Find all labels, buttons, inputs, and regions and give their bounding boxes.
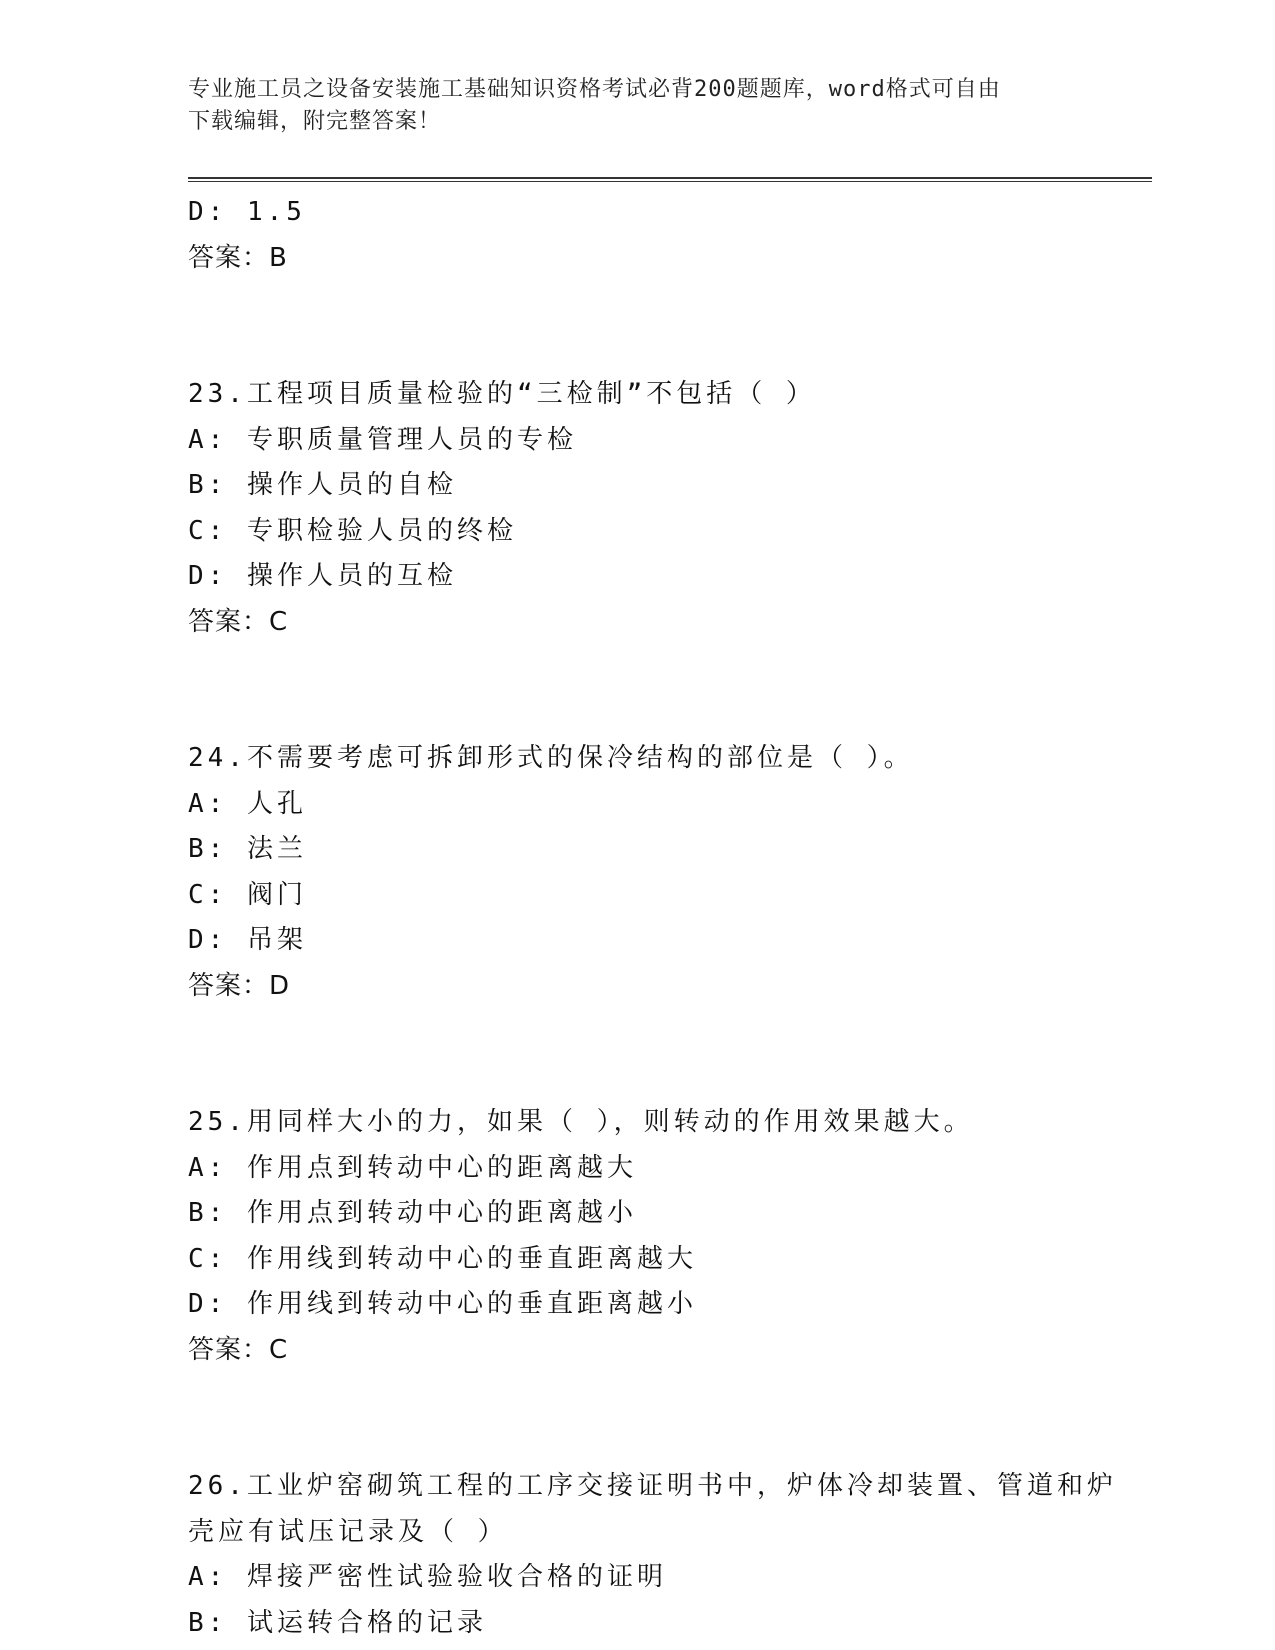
spacer <box>188 1009 1152 1100</box>
option-b: B: 试运转合格的记录 <box>188 1607 487 1638</box>
option-d: D: 吊架 <box>188 925 307 955</box>
spacer <box>188 1373 1152 1464</box>
option-d: D: 作用线到转动中心的垂直距离越小 <box>188 1289 697 1319</box>
option-d: D: 操作人员的互检 <box>188 561 457 591</box>
option-c: C: 阀门 <box>188 879 307 910</box>
option-a: A: 焊接严密性试验验收合格的证明 <box>188 1562 667 1592</box>
answer: 答案：C <box>188 606 289 637</box>
previous-question-tail <box>188 190 1152 281</box>
option-b: B: 作用点到转动中心的距离越小 <box>188 1198 637 1228</box>
spacer <box>188 645 1152 736</box>
option-b: B: 操作人员的自检 <box>188 470 457 500</box>
option-a: A: 专职质量管理人员的专检 <box>188 424 577 455</box>
question-23 <box>188 372 1152 645</box>
option-d: D: 1.5 <box>188 197 306 227</box>
question-stem-line-2: 壳应有试压记录及（ ） <box>188 1516 508 1547</box>
question-list <box>188 190 1152 1646</box>
document-header <box>188 74 1088 138</box>
answer: 答案：C <box>188 1334 289 1365</box>
question-stem: 23.工程项目质量检验的“三检制”不包括（ ） <box>188 379 816 409</box>
question-stem: 24.不需要考虑可拆卸形式的保冷结构的部位是（ ）。 <box>188 743 914 773</box>
header-divider <box>188 177 1152 182</box>
question-26 <box>188 1464 1152 1646</box>
answer: 答案：D <box>188 970 291 1001</box>
header-line-2: 下载编辑，附完整答案！ <box>188 109 442 134</box>
question-24 <box>188 736 1152 1009</box>
option-c: C: 作用线到转动中心的垂直距离越大 <box>188 1243 697 1274</box>
answer: 答案：B <box>188 242 288 273</box>
option-b: B: 法兰 <box>188 834 307 864</box>
option-c: C: 专职检验人员的终检 <box>188 515 517 546</box>
option-a: A: 作用点到转动中心的距离越大 <box>188 1152 637 1183</box>
option-a: A: 人孔 <box>188 788 307 819</box>
question-stem-line-1: 26.工业炉窑砌筑工程的工序交接证明书中，炉体冷却装置、管道和炉 <box>188 1471 1117 1501</box>
question-stem: 25.用同样大小的力，如果（ ），则转动的作用效果越大。 <box>188 1107 974 1137</box>
question-25 <box>188 1100 1152 1373</box>
spacer <box>188 281 1152 372</box>
header-line-1: 专业施工员之设备安装施工基础知识资格考试必背200题题库，word格式可自由 <box>188 77 1001 102</box>
